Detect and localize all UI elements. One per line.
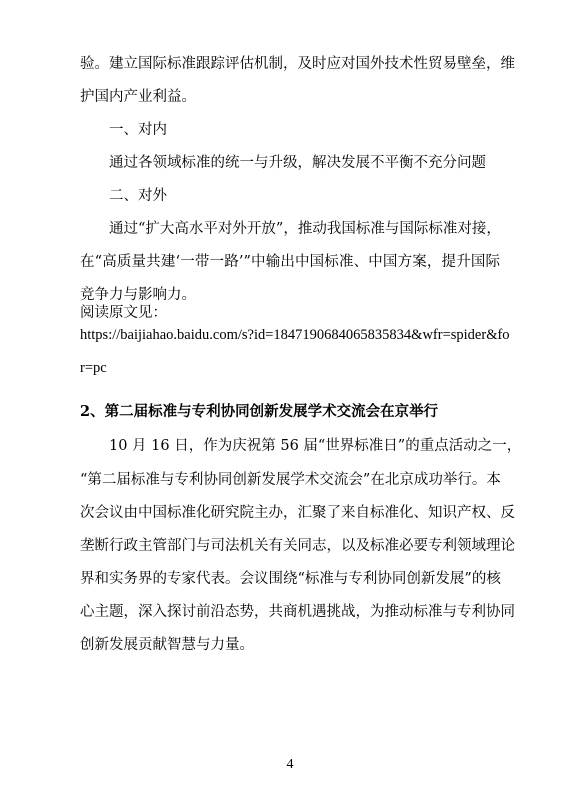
paragraph-line: “第二届标准与专利协同创新发展学术交流会”在北京成功举行。本 <box>80 472 501 488</box>
paragraph-line: 护国内产业利益。 <box>80 89 196 105</box>
news-item-heading: 2、第二届标准与专利协同创新发展学术交流会在京举行 <box>80 403 439 420</box>
paragraph-line: 验。建立国际标准跟踪评估机制，及时应对国外技术性贸易壁垒，维 <box>80 56 515 72</box>
source-url-line: r=pc <box>80 360 107 376</box>
paragraph-line: 创新发展贡献智慧与力量。 <box>80 637 254 653</box>
page-number: 4 <box>286 757 294 772</box>
section-heading-outer: 二、对外 <box>109 188 167 204</box>
source-url-line: https://baijiahao.baidu.com/s?id=1847190684065835834&wfr=spider&fo <box>80 327 510 343</box>
paragraph-line: 垄断行政主管部门与司法机关有关同志，以及标准必要专利领域理论 <box>80 538 515 554</box>
paragraph-line: 竞争力与影响力。 <box>80 287 196 303</box>
paragraph-line: 界和实务界的专家代表。会议围绕“标准与专利协同创新发展”的核 <box>80 571 501 587</box>
paragraph-line: 通过各领域标准的统一与升级，解决发展不平衡不充分问题 <box>109 155 486 171</box>
paragraph-line: 次会议由中国标准化研究院主办，汇聚了来自标准化、知识产权、反 <box>80 505 515 521</box>
read-original-label: 阅读原文见： <box>80 305 167 321</box>
paragraph-line: 在“高质量共建‘一带一路’”中输出中国标准、中国方案，提升国际 <box>80 254 500 270</box>
paragraph-line: 心主题，深入探讨前沿态势，共商机遇挑战，为推动标准与专利协同 <box>80 604 515 620</box>
paragraph-line: 通过“扩大高水平对外开放”，推动我国标准与国际标准对接， <box>109 221 501 237</box>
paragraph-line: 10 月 16 日，作为庆祝第 56 届“世界标准日”的重点活动之一， <box>109 438 522 454</box>
section-heading-inner: 一、对内 <box>109 122 167 138</box>
